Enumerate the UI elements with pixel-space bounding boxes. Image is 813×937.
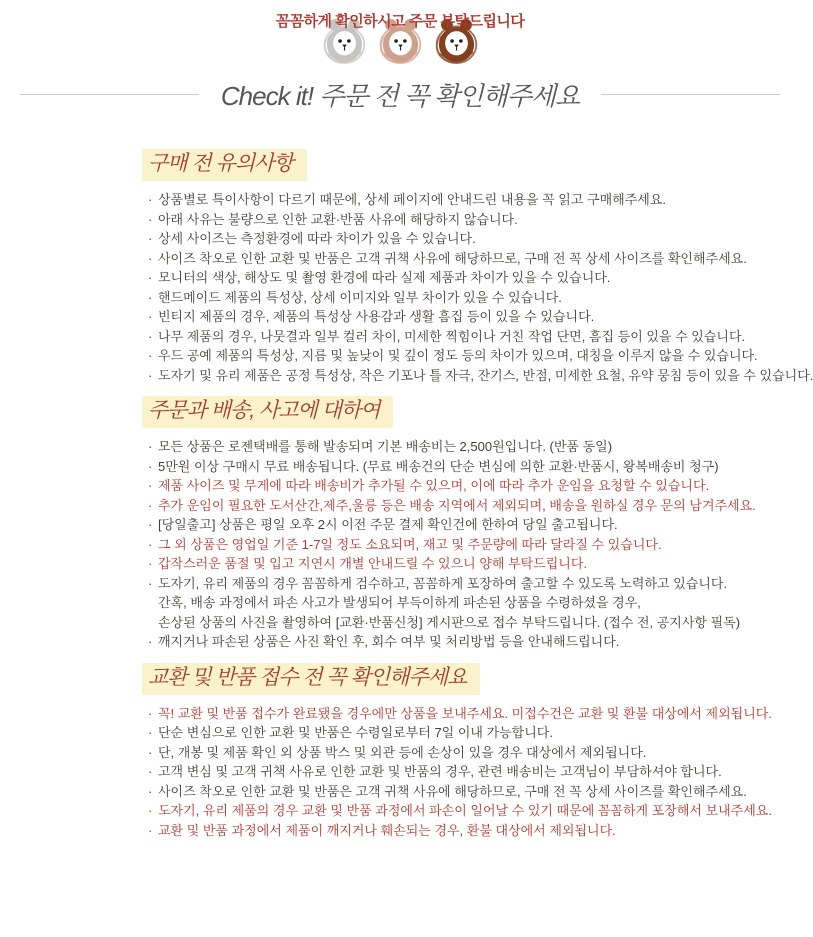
notice-line (148, 346, 800, 366)
notice-text: 도자기 및 유리 제품은 공정 특성상, 작은 기포나 틀 자극, 잔기스, 반점, 미세한 요철, 유약 뭉침 등이 있을 수 있습니다. (158, 367, 813, 383)
bullet-dot: · (148, 803, 153, 818)
notice-line (148, 307, 800, 327)
notice-line (148, 821, 800, 841)
bullet-dot: · (148, 822, 153, 838)
notice-text: 도자기, 유리 제품의 경우 교환 및 반품 과정에서 파손이 일어날 수 있기 때문에 꼼꼼하게 포장해서 보내주세요. (158, 803, 772, 818)
notice-line (148, 554, 800, 574)
bullet-dot: · (148, 705, 153, 721)
bullet-dot: · (148, 289, 153, 305)
notice-line (148, 249, 800, 269)
notice-list (148, 190, 813, 385)
notice-section (148, 149, 813, 385)
notice-text: 아래 사유는 불량으로 인한 교환·반품 사유에 해당하지 않습니다. (158, 211, 518, 227)
notice-text: 사이즈 착오로 인한 교환 및 반품은 고객 귀책 사유에 해당하므로, 구매 전 꼭 상세 사이즈를 확인해주세요. (158, 783, 747, 799)
bullet-dot: · (148, 764, 153, 779)
notice-text: 나무 제품의 경우, 나뭇결과 일부 컬러 차이, 미세한 찍힘이나 거친 작업 단면, 흠집 등이 있을 수 있습니다. (158, 328, 746, 344)
bullet-dot: · (148, 211, 153, 227)
notice-text: 갑작스러운 품절 및 입고 지연시 개별 안내드릴 수 있으니 양해 부탁드립니다. (158, 556, 588, 571)
bullet-dot: · (148, 231, 153, 246)
bullet-dot: · (148, 783, 153, 799)
title-row (20, 77, 780, 111)
notice-list (148, 704, 800, 841)
notice-line (148, 457, 800, 477)
bullet-dot: · (148, 556, 153, 571)
bullet-dot: · (148, 744, 153, 760)
notice-text: 간혹, 배송 과정에서 파손 사고가 발생되어 부득이하게 파손된 상품을 수령하셨을 경우, (158, 595, 641, 610)
notice-text: 우드 공예 제품의 특성상, 지름 및 높낮이 및 깊이 정도 등의 차이가 있으며, 대칭을 이루지 않을 수 있습니다. (158, 348, 758, 363)
notice-section (148, 396, 800, 652)
notice-text: 깨지거나 파손된 상품은 사진 확인 후, 회수 여부 및 처리방법 등을 안내해드립니다. (158, 634, 620, 649)
notice-text: 고객 변심 및 고객 귀책 사유로 인한 교환 및 반품의 경우, 관련 배송비는 고객님이 부담하셔야 합니다. (158, 764, 722, 779)
notice-line (148, 327, 800, 347)
divider-line-left (20, 94, 199, 95)
section-heading: 교환 및 반품 접수 전 꼭 확인해주세요 (142, 663, 480, 695)
section-heading: 주문과 배송, 사고에 대하여 (142, 396, 393, 428)
bullet-dot: · (148, 367, 153, 383)
notice-line (148, 268, 800, 288)
page-title: Check it! 주문 전 꼭 확인해주세요 (220, 80, 580, 111)
notice-text: 빈티지 제품의 경우, 제품의 특성상 사용감과 생활 흠집 등이 있을 수 있습니다. (158, 309, 595, 324)
notice-line (148, 723, 800, 743)
notice-line (148, 782, 800, 802)
notice-text: 그 외 상품은 영업일 기준 1-7일 정도 소요되며, 재고 및 주문량에 따라 달라질 수 있습니다. (158, 536, 662, 552)
notice-line (148, 704, 800, 724)
notice-content (0, 111, 813, 840)
notice-text: 단순 변심으로 인한 교환 및 반품은 수령일로부터 7일 이내 가능합니다. (158, 725, 553, 740)
notice-line (148, 515, 800, 535)
notice-text: 사이즈 착오로 인한 교환 및 반품은 고객 귀책 사유에 해당하므로, 구매 전 꼭 상세 사이즈를 확인해주세요. (158, 250, 747, 266)
notice-text: 추가 운임이 필요한 도서산간,제주,울릉 등은 배송 지역에서 제외되며, 배송을 원하실 경우 문의 남겨주세요. (158, 497, 756, 513)
notice-line (148, 632, 800, 652)
divider-line-right (601, 94, 780, 95)
notice-line (148, 210, 800, 230)
clipped-banner-text: 꼼꼼하게 확인하시고 주문 부탁드립니다 (275, 13, 525, 30)
notice-text: 상품별로 특이사항이 다르기 때문에, 상세 페이지에 안내드린 내용을 꼭 읽고 구매해주세요. (158, 192, 666, 207)
notice-text: 도자기, 유리 제품의 경우 꼼꼼하게 검수하고, 꼼꼼하게 포장하여 출고할 수 있도록 노력하고 있습니다. (158, 575, 728, 591)
notice-line (148, 743, 800, 763)
notice-text: 모든 상품은 로젠택배를 통해 발송되며 기본 배송비는 2,500원입니다. (반품 동일) (158, 439, 613, 454)
notice-line (148, 229, 800, 249)
bullet-dot: · (148, 270, 153, 285)
bullet-dot: · (148, 328, 153, 344)
notice-list (148, 437, 800, 652)
notice-text: 상세 사이즈는 측정환경에 따라 차이가 있을 수 있습니다. (158, 231, 476, 246)
notice-line (148, 593, 800, 613)
notice-line (148, 496, 800, 516)
bullet-dot: · (148, 309, 153, 324)
notice-text: 5만원 이상 구매시 무료 배송됩니다. (무료 배송건의 단순 변심에 의한 교환·반품시, 왕복배송비 청구) (158, 458, 719, 474)
bullet-dot: · (148, 439, 153, 454)
bullet-dot: · (148, 575, 153, 591)
notice-line (148, 762, 800, 782)
notice-text: 핸드메이드 제품의 특성상, 상세 이미지와 일부 차이가 있을 수 있습니다. (158, 289, 562, 305)
clipped-top-banner (0, 13, 800, 30)
bullet-dot: · (148, 517, 153, 532)
notice-text: [당일출고] 상품은 평일 오후 2시 이전 주문 결제 확인건에 한하여 당일 출고됩니다. (158, 517, 618, 532)
notice-text: 교환 및 반품 과정에서 제품이 깨지거나 훼손되는 경우, 환불 대상에서 제외됩니다. (158, 822, 616, 838)
notice-text: 제품 사이즈 및 무게에 따라 배송비가 추가될 수 있으며, 이에 따라 추가 운임을 요청할 수 있습니다. (158, 478, 710, 493)
notice-line (148, 535, 800, 555)
notice-text: 단, 개봉 및 제품 확인 외 상품 박스 및 외관 등에 손상이 있을 경우 대상에서 제외됩니다. (158, 744, 647, 760)
bullet-dot: · (148, 458, 153, 474)
bullet-dot: · (148, 634, 153, 649)
notice-line (148, 437, 800, 457)
notice-line (148, 190, 800, 210)
notice-text: 모니터의 색상, 해상도 및 촬영 환경에 따라 실제 제품과 차이가 있을 수 있습니다. (158, 270, 611, 285)
bullet-dot: · (148, 497, 153, 513)
bullet-dot: · (148, 192, 153, 207)
notice-line (148, 366, 813, 386)
notice-line (148, 613, 800, 633)
bullet-dot: · (148, 536, 153, 552)
notice-line (148, 476, 800, 496)
notice-text: 손상된 상품의 사진을 촬영하여 [교환·반품신청] 게시판으로 접수 부탁드립니다. (접수 전, 공지사항 필독) (158, 614, 741, 630)
notice-line (148, 574, 800, 594)
bullet-dot: · (148, 348, 153, 363)
notice-line (148, 288, 800, 308)
bullet-dot: · (148, 478, 153, 493)
notice-section (148, 663, 800, 841)
section-heading: 구매 전 유의사항 (142, 149, 307, 181)
notice-text: 꼭! 교환 및 반품 접수가 완료됐을 경우에만 상품을 보내주세요. 미접수건은 교환 및 환불 대상에서 제외됩니다. (158, 705, 772, 721)
notice-line (148, 801, 800, 821)
bullet-dot: · (148, 725, 153, 740)
bullet-dot: · (148, 250, 153, 266)
